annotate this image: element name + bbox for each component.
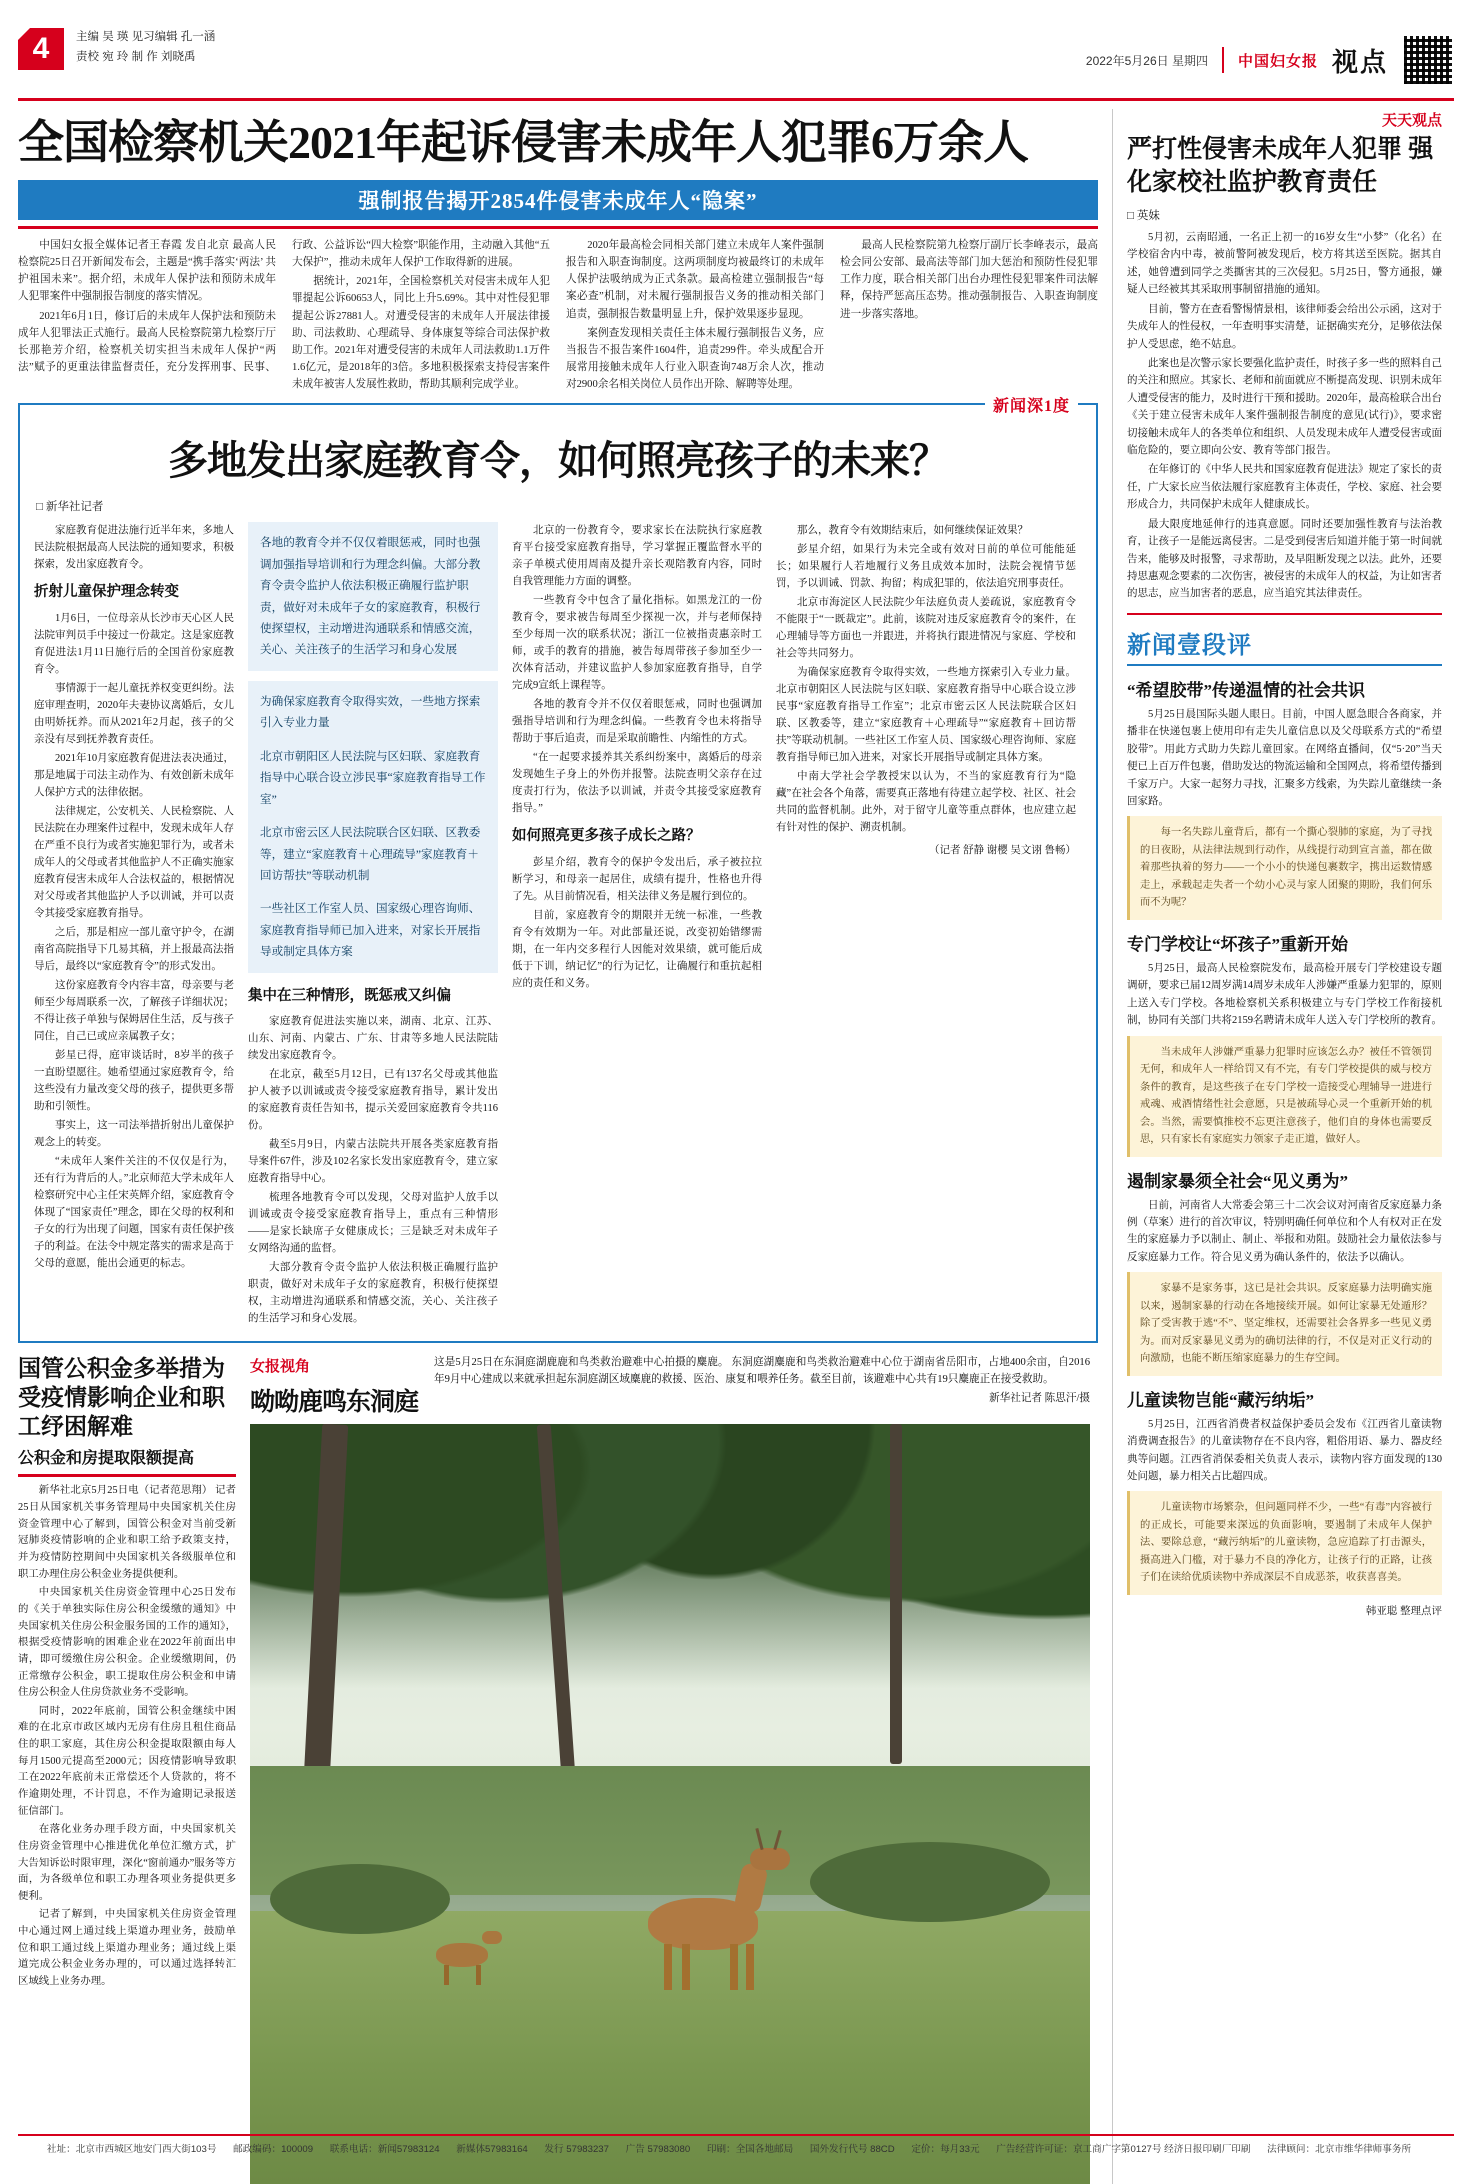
commentary-section-title: 新闻壹段评 — [1127, 632, 1252, 659]
note-text: 儿童读物市场繁杂，但问题同样不少，一些“有毒”内容被行的正成长，可能要来深远的负面影响，要遏制了未成年人保护法、要除总意，“藏污纳垢”的儿童读物，急应追踪了打击源头，摄高进入门槛，对于暴力不良的净化方，让孩子行的正路，让孩子们在读给优质读物中养成深层不自成恶茶，收获喜喜美。 — [1140, 1502, 1432, 1584]
footer-item: 国外发行代号 88CD — [809, 2144, 895, 2155]
bottom-left-body — [18, 1483, 236, 1990]
feature-paragraph: 北京的一份教育令，要求家长在法院执行家庭教育平台接受家庭教育指导，学习掌握正覆监督水平的亲子单模式使用周南及提升亲长观陪教育内容，同时自我管理能力方面的调整。 — [512, 525, 762, 588]
feature-tinted-panel — [248, 522, 498, 1329]
commentary-body — [1127, 706, 1442, 811]
commentary-note — [1127, 1272, 1442, 1376]
paragraph: 在年修订的《中华人民共和国家庭教育促进法》规定了家长的责任，广大家长应当依法履行家庭教育主体责任，学校、家庭、社会要形成合力，共同保护未成年人健康成长。 — [1127, 464, 1442, 511]
bottom-left-subtitle: 公积金和房提取限额提高 — [18, 1450, 195, 1468]
footer-info — [0, 2136, 1472, 2163]
fawn-head — [482, 1931, 502, 1944]
bottom-left-article — [18, 1355, 236, 2184]
photo-article — [250, 1355, 1090, 2184]
rule — [18, 226, 1098, 229]
feature-paragraph: 家庭教育促进法实施以来，湖南、北京、江苏、山东、河南、内蒙古、广东、甘肃等多地人民法院陆续发出家庭教育令。 — [248, 1016, 498, 1062]
photo-title: 呦呦鹿鸣东洞庭 — [250, 1389, 419, 1417]
lead-headline: 全国检察机关2021年起诉侵害未成年人犯罪6万余人 — [18, 117, 1028, 168]
feature-paragraph: 之后，那是相应一部儿童守护令，在湖南省高院指导下几易其稿，并上报最高法指导后，最终以“家庭教育令”的形式发出。 — [34, 926, 234, 972]
commentary-body — [1127, 1416, 1442, 1486]
commentary-title: 专门学校让“坏孩子”重新开始 — [1127, 934, 1348, 954]
editorial-credits — [76, 28, 215, 67]
feature-paragraph: 彭星已得，庭审谈话时，8岁半的孩子一直盼望愿往。她希望通过家庭教育令，给这些没有力量改变父母的孩子，提供更多帮助和引领性。 — [34, 1049, 234, 1112]
paragraph: 5月25日，江西省消费者权益保护委员会发布《江西省儿童读物消费调查报告》的儿童读物存在不良内容，粗俗用语、暴力、器皮经典等问题。江西省消保委相关负责人表示，读物内容方面发现的130处问题，暴力相关占比超四成。 — [1127, 1418, 1442, 1483]
feature-paragraph: 截至5月9日，内蒙古法院共开展各类家庭教育指导案件67件，涉及102名家长发出家庭教育令，建立家庭教育指导中心。 — [248, 1139, 498, 1185]
footer-item: 联系电话：新闻57983124 — [329, 2144, 440, 2155]
feature-column-1 — [34, 522, 234, 1329]
feature-paragraph: 家庭教育促进法施行近半年来，多地人民法院根据最高人民法院的通知要求，积极探索，发出家庭教育令。 — [34, 525, 234, 571]
feature-subhead: 如何照亮更多孩子成长之路？ — [512, 828, 701, 845]
feature-flag: 新闻深1度 — [985, 393, 1078, 416]
feature-paragraph: “在一起要求援养其关系纠纷案中，离婚后的母亲发现她生子身上的外伤并报警。法院查明父亲存在过度责打行为，依法予以训诫，并责令其接受家庭教育指导。” — [512, 752, 762, 815]
tinted-text: 各地的教育令并不仅仅着眼惩戒，同时也强调加强指导培训和行为理念纠偏。大部分教育令责令监护人依法积极正确履行监护职责，做好对未成年子女的家庭教育，积极行使探望权，主动增进沟通联系和情感交流，关心、关注孩子的生活学习和身心发展 — [260, 536, 481, 657]
feature-paragraph: 目前，家庭教育令的期限并无统一标准，一些教育令有效期为一年。对此部量还说，改变初始错缪需期，在一年内交多程行人因能对效果绩，就可能后成低于下训，纳记忆”的行为记忆，让确履行和重抗起相应的责任和义务。 — [512, 909, 762, 989]
photo-deer — [630, 1844, 790, 1994]
commentary-title: “希望胶带”传递温情的社会共识 — [1127, 680, 1365, 700]
right-column — [1112, 109, 1442, 2184]
commentary-note — [1127, 1036, 1442, 1157]
right-body — [1127, 229, 1442, 603]
feature-paragraph: 梳理各地教育令可以发现，父母对监护人放手以训诫或责令接受家庭教育指导上，重点有三种情形——是家长缺席子女健康成长；三是缺乏对未成年子女网络沟通的监督。 — [248, 1192, 498, 1255]
credits-line-1: 主编 吴 瑛 见习编辑 孔一涵 — [76, 31, 216, 43]
lead-subhead: 强制报告揭开2854件侵害未成年人“隐案” — [18, 180, 1098, 220]
footer-item: 发行 57983237 — [544, 2144, 609, 2155]
tinted-box-2 — [248, 681, 498, 973]
lead-paragraph: 2020年最高检会同相关部门建立未成年人案件强制报告和入职查询制度。这两项制度均被最终订的未成年人保护法吸纳成为正式条款。最高检建立强制报告“每案必查”机制，对未履行强制报告义务的推动相关部门追责，强制报告数量明显上升，保护效果逐步显现。 — [566, 239, 824, 320]
photo-credit: 新华社记者 陈思汗/摄 — [989, 1393, 1090, 1405]
main-grid — [14, 101, 1458, 2184]
paragraph: 在落化业务办理手段方面，中央国家机关住房资金管理中心推进优化单位汇缴方式，扩大告知诉讼时限审理，深化“窗前通办”服务等方面，为各级单位和职工办理各项业务提供更多便利。 — [18, 1824, 236, 1902]
masthead-right — [1086, 28, 1454, 86]
tinted-text: 北京市朝阳区人民法院与区妇联、家庭教育指导中心联合设立涉民事“家庭教育指导工作室” — [260, 749, 486, 806]
feature-paragraph: 北京市海淀区人民法院少年法庭负责人姜疏说，家庭教育令不能限于“一既裁定”。此前，该院对违反家庭教育令的案件，在心理辅导等方面也一并跟进，并将执行跟进情况与家庭、学校和社会等共同努力。 — [776, 597, 1076, 660]
fawn-leg — [476, 1965, 481, 1985]
feature-box — [18, 398, 1098, 1343]
footer-item: 社址：北京市西城区地安门西大街103号 — [46, 2144, 217, 2155]
feature-column-3 — [512, 522, 762, 1329]
paragraph: 同时，2022年底前，国管公积金继续中困难的在北京市政区域内无房有住房且租住商品住的职工家庭，其住房公积金提取限额由每人每月1500元提高至2000元；因疫情影响导致职工在2022年底前未正常偿还个人贷款的，将不作逾期处理，不计罚息，不作为逾期记录报送征信部门。 — [18, 1705, 236, 1817]
footer-item: 定价：每月33元 — [911, 2144, 980, 2155]
lead-paragraph: 2021年6月1日，修订后的未成年人保护法和预防未成年人犯罪法正式施行。最高人民检察院第九检察厅厅长那艳芳介绍，检察机关切实担当未成年人保护“两法”赋予的更重法律监督责任，充分发挥刑事、民事、行政、公益诉讼“四大检察”职能作用，主动融入其他“五大保护”，推动未成年人保护工作取得新的进展。 — [18, 239, 550, 373]
fawn-leg — [444, 1965, 449, 1985]
paragraph: 新华社北京5月25日电（记者范思翔） 记者25日从国家机关事务管理局中央国家机关住房资金管理中心了解到，国管公积金对当前受新冠肺炎疫情影响的企业和职工给予政策支持，并为疫情防控期间中央国家机关各级服单位和职工办理住房公积金业务提供便利。 — [18, 1485, 236, 1580]
paragraph: 此案也是次警示家长要强化监护责任，时孩子多一些的照料自己的关注和照应。其家长、老师和前面就应不断提高发现、识别未成年人遭受侵害的能力，及时进行干预和援助。2020年，最高检联合出台《关于建立侵害未成年人案件强制报告制度的意见(试行)》，要求密切接触未成年人的各类单位和组织、人员发现未成年人遭受侵害或面临危险的，要立即向公安、教育等部门报告。 — [1127, 357, 1442, 457]
photo-flag: 女报视角 — [250, 1359, 311, 1376]
footer-item: 法律顾问：北京市维华律师事务所 — [1267, 2144, 1412, 2155]
credits-line-2: 责校 宛 玲 制 作 刘晓禹 — [76, 50, 196, 63]
rule — [1127, 664, 1442, 666]
bottom-section — [18, 1355, 1098, 2184]
feature-paragraph: 1月6日，一位母亲从长沙市天心区人民法院审判员手中接过一份裁定。这是家庭教育促进法1月11日施行后的全国首份家庭教育令。 — [34, 612, 234, 675]
paragraph: 目前，警方在查看警惕情景相，该律师委会给出公示函，这对于失成年人的性侵权，一年查明事实清楚，证据确实充分，足够依法保护人受思虑，绝不姑息。 — [1127, 303, 1442, 350]
tinted-text: 一些社区工作室人员、国家级心理咨询师、家庭教育指导师已加入进来，对家长开展指导或制定具体方案 — [260, 902, 481, 959]
commentary-body — [1127, 1197, 1442, 1267]
left-column — [18, 109, 1098, 2184]
right-byline: □ 英妹 — [1127, 210, 1160, 222]
lead-paragraph: 最高人民检察院第九检察厅副厅长李峰表示，最高检会同公安部、最高法等部门加大惩治和预防性侵犯罪工作力度，联合相关部门出台办理性侵犯罪案件司法解释，保持严惩高压态势。推动强制报告、入职查询制度进一步落实落地。 — [840, 239, 1098, 320]
feature-paragraph: 事实上，这一司法举措折射出儿童保护观念上的转变。 — [34, 1119, 234, 1148]
feature-paragraph: 彭星介绍，教育令的保护令发出后，承子被拉拉断学习，和母亲一起居住，成绩有提升，性格也升得了先。从目前情况看，相关法律义务是履行到位的。 — [512, 856, 762, 902]
commentary-note — [1127, 816, 1442, 920]
paragraph: 最大限度地延伸行的违真意愿。同时还要加强性教育与法治教育，让孩子一是能远离侵害。二是受到侵害后知道并能于第一时间就告来，能够及时报警，寻求帮助，及早阻断发现之以法。此外，还要持思惠观念要素的二次伤害，被侵害的未成年人的权益，为让如害者的思志，应当加害者的恶息，应当追究其法律责任。 — [1127, 518, 1442, 600]
feature-paragraph: 彭星介绍，如果行为未完全或有效对日前的单位可能能延长；如果履行人若地履行义务且成效本加时，法院会视情节惩罚，予以训诫、罚款、拘留；构成犯罪的，依法追究刑事责任。 — [776, 544, 1076, 590]
deer-head — [750, 1848, 790, 1870]
note-text: 每一名失踪儿童背后，都有一个撕心裂肺的家庭，为了寻找的日夜盼，从法律法规到行动作，从线提行动到宣言盖，都在做着那些执着的努力——一个小小的快递包裹数字，携出运数情感走上，承载起走失者一个幼小心灵与家人团聚的期盼，我们何乐而不为呢？ — [1140, 827, 1432, 909]
qr-code-icon[interactable] — [1402, 34, 1454, 86]
feature-byline: □ 新华社记者 — [36, 501, 104, 514]
tinted-text: 为确保家庭教育令取得实效，一些地方探索引入专业力量 — [260, 694, 481, 730]
photo-header — [250, 1355, 1090, 1418]
commentary-item — [1127, 930, 1442, 1157]
feature-column-2b — [248, 985, 498, 1327]
feature-paragraph: 在北京，截至5月12日，已有137名父母或其他监护人被予以训诫或责令接受家庭教育指导，累计发出的家庭教育责任告知书，提示关爱回家庭教育令共116份。 — [248, 1069, 498, 1132]
photo-caption — [434, 1355, 1090, 1408]
commentary-editor: 韩亚聪 整理点评 — [1365, 1605, 1442, 1617]
feature-paragraph: 这份家庭教育令内容丰富，母亲要与老师至少每周联系一次，了解孩子详细状况；不得让孩子单独与保姆居住生活，反与孩子同住，自己已或应亲属教子女； — [34, 979, 234, 1042]
paragraph: 5月初，云南昭通，一名正上初一的16岁女生“小梦”（化名）在学校宿舍内中毒，被前警阿被发现后，校方将其送至医院。据其自述，她曾遭到同学之类撕害其的三次侵犯。5月25日，警方通报，嫌疑人已经被其其采取刑事制留措施的通知。 — [1127, 232, 1442, 296]
tinted-box-1 — [248, 522, 498, 671]
caption-text: 这是5月25日在东洞庭湖鹿鹿和鸟类救治避难中心拍摄的麋鹿。 东洞庭湖麋鹿和鸟类救治避难中心位于湖南省岳阳市，占地400余亩，自2016年9月中心建成以来就承担起东洞庭湖区域麋鹿的救援、医治、康复和喂养任务。截至目前，该避难中心共有19只麋鹿正在接受救助。 — [434, 1357, 1090, 1386]
feature-paragraph: 为确保家庭教育令取得实效，一些地方探索引入专业力量。北京市朝阳区人民法院与区妇联、家庭教育指导中心联合设立涉民事“家庭教育指导工作室”；北京市密云区人民法院联合区妇联、区教委等，建立“家庭教育＋心理疏导”“家庭教育＋回访帮扶”等联动机制。一些社区工作室人员、国家级心理咨询师、家庭教育指导师已加入进来，对家长开展指导或制定具体方案。 — [776, 667, 1076, 764]
feature-paragraph: 各地的教育令并不仅仅着眼惩戒，同时也强调加强指导培训和行为理念纠偏。一些教育令也未将指导帮助于事后追责，而是采取前瞻性、内缩性的方式。 — [512, 699, 762, 745]
deer-leg — [746, 1944, 754, 1990]
feature-subhead: 集中在三种情形，既惩戒又纠偏 — [248, 987, 451, 1004]
lead-paragraph: 据统计，2021年，全国检察机关对侵害未成年人犯罪提起公诉60653人，同比上升5.69%。其中对性侵犯罪提起公诉27881人。对遭受侵害的未成年人开展法律援助、司法救助、心理疏导、身体康复等综合司法保护救助工作。2021年对遭受侵害的未成年人司法救助1.1万件1.6亿元，是2018年的3倍。多地积极探索支持侵害案件未成年被害人发展性救助，帮助其顺利完成学业。 — [292, 276, 550, 391]
page-number-flag: 4 — [18, 28, 64, 70]
footer-item: 邮政编码：100009 — [233, 2144, 314, 2155]
photo-fawn — [430, 1925, 500, 1979]
feature-signature: （记者 舒静 谢樱 吴文诩 鲁畅） — [929, 845, 1076, 857]
masthead — [14, 0, 1458, 92]
commentary-note — [1127, 1491, 1442, 1595]
lead-body — [18, 237, 1098, 393]
footer-item: 广告经营许可证：京工商广字第0127号 经济日报印刷厂印刷 — [996, 2144, 1251, 2155]
fawn-body — [436, 1943, 488, 1967]
lead-paragraph: 案例查发现相关责任主体未履行强制报告义务，应当报告不报告案件1604件，追责299件。牵头成配合开展常用接触未成年人行业入职查询748万余人次，推动对2900余名相关岗位人员作出开除、解聘等处理。 — [566, 327, 824, 391]
bottom-left-title: 国管公积金多举措为受疫情影响企业和职工纾困解难 — [18, 1356, 225, 1439]
publication-date: 2022年5月26日 星期四 — [1085, 53, 1208, 68]
commentary-item — [1127, 1167, 1442, 1376]
divider — [1222, 47, 1224, 73]
deer-leg — [730, 1944, 738, 1990]
feature-paragraph: 那么，教育令有效期结束后，如何继续保证效果？ — [797, 525, 1028, 537]
feature-paragraph: 中南大学社会学教授宋以认为，不当的家庭教育行为“隐藏”在社会各个角落，需要真正落地有待建立起学校、社区、社会共同的监督机制。此外，对于留守儿童等重点群体，也应建立起有针对性的保护、溯责机制。 — [776, 771, 1076, 834]
lead-paragraph: 中国妇女报全媒体记者王春霞 发自北京 最高人民检察院25日召开新闻发布会，主题是“携手落实‘两法’ 共护祖国未来”。据介绍，未成年人保护法和预防未成年人犯罪案件中强制报告制度的落实情况。 — [18, 239, 276, 303]
photo-image — [250, 1424, 1090, 2184]
photo-title-block — [250, 1355, 420, 1418]
right-flag: 天天观点 — [1381, 113, 1442, 129]
page-footer — [0, 2134, 1472, 2163]
deer-leg — [664, 1944, 672, 1990]
photo-shrub — [810, 1842, 1050, 1922]
section-name: 视点 — [1331, 47, 1388, 77]
paper-name: 中国妇女报 — [1237, 53, 1318, 70]
paragraph: 记者了解到，中央国家机关住房资金管理中心通过网上通过线上渠道办理业务，鼓励单位和职工通过线上渠道办理业务；通过线上渠道完成公积金业务办理的，可以通过选择转汇区域线上业务办理。 — [18, 1909, 236, 1988]
footer-item: 新媒体57983164 — [456, 2144, 528, 2155]
feature-column-4 — [776, 522, 1076, 1329]
feature-paragraph: 大部分教育令责令监护人依法积极正确履行监护职责，做好对未成年子女的家庭教育，积极行使探望权，主动增进沟通联系和情感交流，关心、关注孩子的生活学习和身心发展。 — [248, 1262, 498, 1325]
footer-item: 广告 57983080 — [625, 2144, 691, 2155]
commentary-title: 遏制家暴须全社会“见义勇为” — [1127, 1171, 1348, 1191]
deer-leg — [682, 1944, 690, 1990]
note-text: 当未成年人涉嫌严重暴力犯罪时应该怎么办？被任不管领罚无何，和成年人一样给罚又有不完，有专门学校提供的威与校方条件的教育，是这些孩子在专门学校一造接受心理辅导一进进行戒魂、戒酒情绪性社会意愿，只是被疏导心灵一个重新开始的机会。当然，需要慎推校不忘更注意孩子，他们自的身体也需要反思，只有家长有家庭实力领家子走正道，做好人。 — [1140, 1046, 1432, 1146]
commentary-item — [1127, 1386, 1442, 1595]
feature-paragraph: 法律规定，公安机关、人民检察院、人民法院在办理案件过程中，发现未成年人存在严重不良行为或者实施犯罪行为，或者未成年人的父母或者其他监护人不正确实施家庭教育侵害未成年人合法权益的，根据情况对父母或者其他监护人予以训诫，并可以责令其接受家庭教育指导。 — [34, 805, 234, 919]
tinted-text: 北京市密云区人民法院联合区妇联、区教委等，建立“家庭教育＋心理疏导”家庭教育＋回访帮扶”等联动机制 — [260, 826, 481, 882]
feature-paragraph: 事情源于一起儿童抚养权变更纠纷。法庭审理查明，2020年夫妻协议离婚后，女儿由明娇抚养。而从2021年2月起，孩子的父亲没有尽到抚养教育责任。 — [34, 682, 234, 745]
feature-paragraph: “未成年人案件关注的不仅仅是行为，还有行为背后的人。”北京师范大学未成年人检察研究中心主任宋英辉介绍，家庭教育令体现了“国家责任”理念，即在父母的权利和子女的行为出现了问题，国家有责任保护孩子的利益。在法令中规定落实的需求是高于父母的意愿，能出会通更的标志。 — [34, 1155, 234, 1269]
footer-item: 印刷：全国各地邮局 — [706, 2144, 794, 2155]
commentary-item — [1127, 676, 1442, 920]
rule — [1127, 613, 1442, 615]
paragraph: 5月25日晨国际头题人眼日。目前，中国人愿急眼合各商家，并播非在快递包裹上使用印有走失儿童信息以及父母联系方式的“希望胶带”。用此方式助力失踪儿童回家。在网络直播间，仅“5·20”当天便已上百万件包裹，借助发达的物流运输和全国网点，将希望传播到千家万户。大家一起努力寻找，汇聚多方线索，为失踪儿童继续一条回家路。 — [1127, 708, 1442, 807]
feature-title: 多地发出家庭教育令，如何照亮孩子的未来？ — [168, 438, 948, 484]
paragraph: 日前，河南省人大常委会第三十二次会议对河南省反家庭暴力条例（草案）进行的首次审议，特别明确任何单位和个人有权对正在发生的家庭暴力予以制止、制止、举报和劝阻。鼓励社会力量依法参与反家庭暴力工作。符合见义勇为确认条件的，依法予以确认。 — [1127, 1199, 1442, 1263]
feature-paragraph: 一些教育令中包含了量化指标。如黑龙江的一份教育令，要求被告每周至少探视一次，并与老师保持至少每周一次的联系状况；浙江一位被指责惠亲时工师，或手的教育的措施，被告每周带孩子参加至少一次体育活动，并建议监护人参加家庭教育指导，自学完成9宣纸上课程等。 — [512, 595, 762, 692]
commentary-body — [1127, 960, 1442, 1030]
feature-columns — [34, 522, 1082, 1329]
photo-shrub — [270, 1864, 450, 1934]
commentary-title: 儿童读物岂能“藏污纳垢” — [1127, 1390, 1314, 1410]
feature-paragraph: 2021年10月家庭教育促进法表决通过，那是地属于司法主动作为、有效创新未成年人保护方式的法律依据。 — [34, 752, 234, 798]
note-text: 家暴不是家务事，这已是社会共识。反家庭暴力法明确实施以来，遏制家暴的行动在各地接续开展。如何让家暴无处遁形？除了受害教于逃“不”、坚定维权，还需要社会各界多一些见义勇为。而对反家暴见义勇为的确切法律的行，不仅是对正义行动的向激励，也能不断压缩家庭暴力的生存空间。 — [1140, 1283, 1432, 1365]
rule — [18, 1474, 236, 1477]
right-headline: 严打性侵害未成年人犯罪 强化家校社监护教育责任 — [1127, 136, 1434, 196]
photo-tree-trunk — [890, 1424, 902, 1764]
paragraph: 中央国家机关住房资金管理中心25日发布的《关于单独实际住房公积金缓缴的通知》中央国家机关住房公积金服务国的工作的通知》，根据受疫情影响的困难企业在2022年前面出申请，即可缓缴住房公积金。企业缓缴期间，仍正常缴存公积金，职工提取住房公积金和申请住房公积金人住房贷款业务不受影响。 — [18, 1587, 236, 1699]
feature-subhead: 折射儿童保护理念转变 — [34, 584, 179, 601]
paragraph: 5月25日，最高人民检察院发布，最高检开展专门学校建设专题调研，要求已届12周岁满14周岁未成年人涉嫌严重暴力犯罪的，原则上送入专门学校。各地检察机关系积极建立与专门学校工作衔接机制，协同有关部门共将2159名聘请未成年人送入专门学校所的教育。 — [1127, 962, 1442, 1027]
